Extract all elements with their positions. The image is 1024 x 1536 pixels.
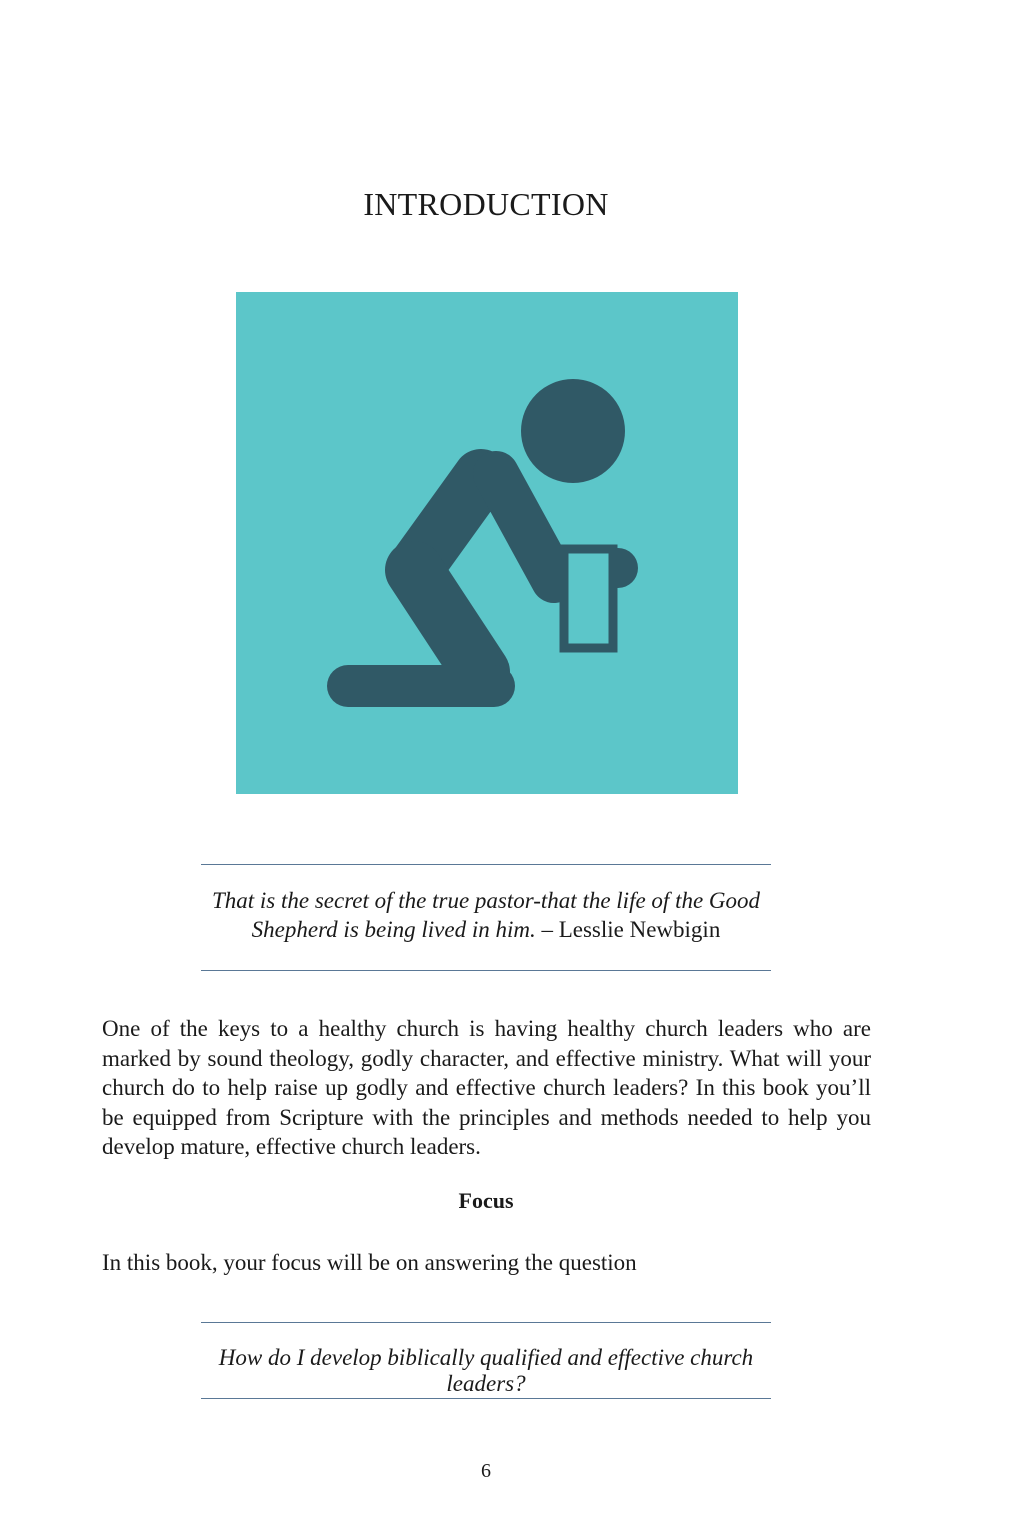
- section-heading-focus: Focus: [458, 1188, 514, 1213]
- figure-head: [521, 379, 625, 483]
- intro-paragraph: One of the keys to a healthy church is having healthy church leaders who are marked by sound theology, godly character, and effective ministry. What will your church do to help raise up godly and effective church leaders? In this book you’ll be equipped from Scripture with the principles and methods needed to help you develop mature, effective church leaders.: [102, 1016, 871, 1159]
- epigraph-top-rule: [201, 864, 771, 865]
- focus-lead-in: In this book, your focus will be on answering the question: [102, 1250, 637, 1275]
- kneeling-prayer-icon: [236, 292, 738, 794]
- epigraph-attribution: – Lesslie Newbigin: [535, 917, 721, 942]
- epigraph-bottom-rule: [201, 970, 771, 971]
- question-bottom-rule: [201, 1398, 771, 1399]
- page-title: INTRODUCTION: [363, 186, 609, 222]
- illustration-svg: [236, 292, 738, 794]
- page-number: 6: [481, 1460, 491, 1482]
- illustration-background: [236, 292, 738, 794]
- epigraph-quote-text: That is the secret of the true pastor-that the life of the Good Shepherd is being lived in him.: [211, 888, 761, 942]
- question-top-rule: [201, 1322, 771, 1323]
- epigraph-quote: [201, 886, 771, 944]
- book-shape: [564, 549, 613, 648]
- focus-question: How do I develop biblically qualified and effective church leaders?: [218, 1345, 754, 1396]
